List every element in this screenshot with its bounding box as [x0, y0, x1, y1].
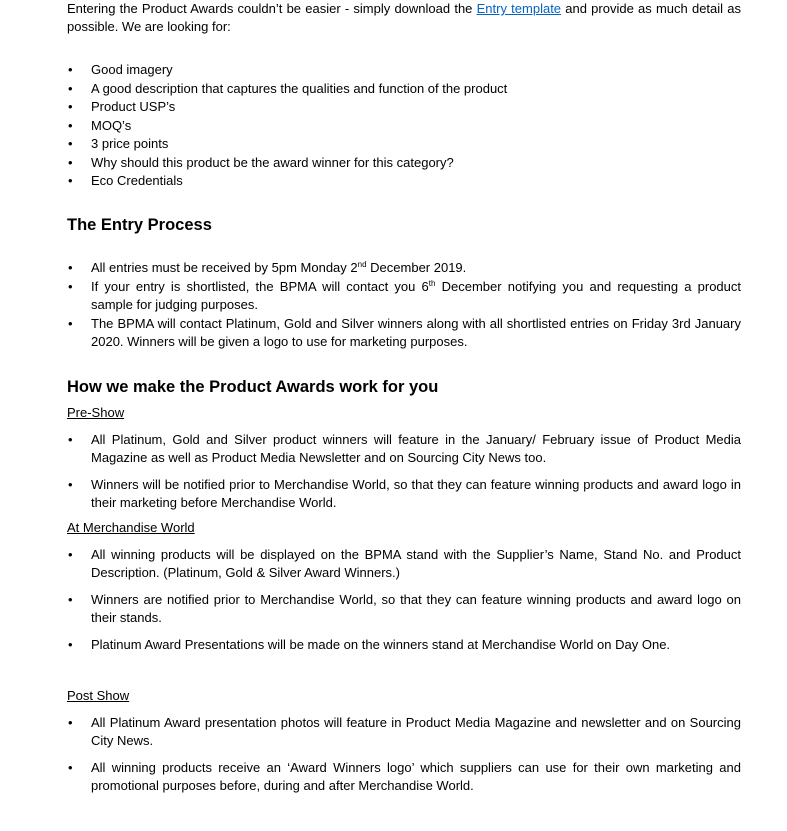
entry-template-link[interactable]: Entry template [476, 1, 562, 16]
list-item: • All Platinum Award presentation photos will feature in Product Media Magazine and newsletter and on Sourcing City News. [68, 715, 741, 748]
bullet-icon: • [68, 136, 73, 151]
list-item: • All winning products receive an ‘Award Winners logo’ which suppliers can use for their own marketing and promotional purposes before, during and after Merchandise World. [68, 760, 741, 793]
bullet-icon: • [68, 173, 73, 188]
bullet-icon: • [68, 637, 73, 652]
post-show-list [67, 714, 741, 795]
post-show-label: Post Show [67, 688, 130, 703]
document-page [67, 0, 741, 795]
bullet-icon: • [68, 432, 73, 447]
entry-process-list [67, 259, 741, 351]
bullet-icon: • [68, 62, 73, 77]
bullet-icon: • [68, 117, 73, 133]
intro-text-after: and provide as much detail as possible. We are looking for: [67, 1, 741, 34]
list-item: • Winners will be notified prior to Merchandise World, so that they can feature winning products and award logo in their marketing before Merchandise World. [68, 477, 741, 510]
intro-text-before: Entering the Product Awards couldn’t be easier - simply download the [67, 1, 477, 16]
bullet-icon: • [68, 547, 73, 562]
list-item: • If your entry is shortlisted, the BPMA will contact you 6th December notifying you and requesting a product sample for judging purposes. [68, 279, 741, 312]
list-item: • All Platinum, Gold and Silver product winners will feature in the January/ February issue of Product Media Magazine as well as Product Media Newsletter and on Sourcing City News too. [68, 432, 741, 465]
list-item: • All winning products will be displayed on the BPMA stand with the Supplier’s Name, Stand No. and Product Description. (Platinum, Gold & Silver Award Winners.) [68, 547, 741, 580]
list-item: • Platinum Award Presentations will be made on the winners stand at Merchandise World on Day One. [68, 637, 671, 652]
at-show-label: At Merchandise World [67, 520, 195, 535]
list-item: • Eco Credentials [68, 173, 183, 188]
pre-show-label: Pre-Show [67, 405, 125, 420]
list-item: • Why should this product be the award winner for this category? [68, 154, 454, 170]
bullet-icon: • [68, 260, 73, 275]
bullet-icon: • [68, 154, 73, 170]
entry-process-heading: The Entry Process [67, 216, 212, 234]
bullet-icon: • [68, 477, 73, 492]
list-item: • Winners are notified prior to Merchandise World, so that they can feature winning products and award logo on their stands. [68, 592, 741, 625]
list-item: • MOQ’s [68, 117, 132, 133]
bullet-icon: • [68, 316, 73, 331]
criteria-list [67, 61, 741, 190]
bullet-icon: • [68, 80, 73, 96]
list-item: • Good imagery [68, 62, 173, 77]
bullet-icon: • [68, 279, 73, 294]
bullet-icon: • [68, 592, 73, 607]
list-item: • Product USP’s [68, 99, 176, 114]
list-item: • 3 price points [68, 136, 169, 151]
intro-paragraph [67, 0, 741, 36]
list-item: • All entries must be received by 5pm Monday 2nd December 2019. [68, 260, 467, 275]
bullet-icon: • [68, 715, 73, 730]
list-item: • A good description that captures the qualities and function of the product [68, 80, 508, 96]
at-show-list [67, 546, 741, 654]
list-item: • The BPMA will contact Platinum, Gold and Silver winners along with all shortlisted entries on Friday 3rd January 2020. Winners will be given a logo to use for marketing purposes. [68, 316, 741, 349]
bullet-icon: • [68, 760, 73, 775]
bullet-icon: • [68, 99, 73, 114]
pre-show-list [67, 431, 741, 512]
how-heading: How we make the Product Awards work for you [67, 378, 439, 396]
